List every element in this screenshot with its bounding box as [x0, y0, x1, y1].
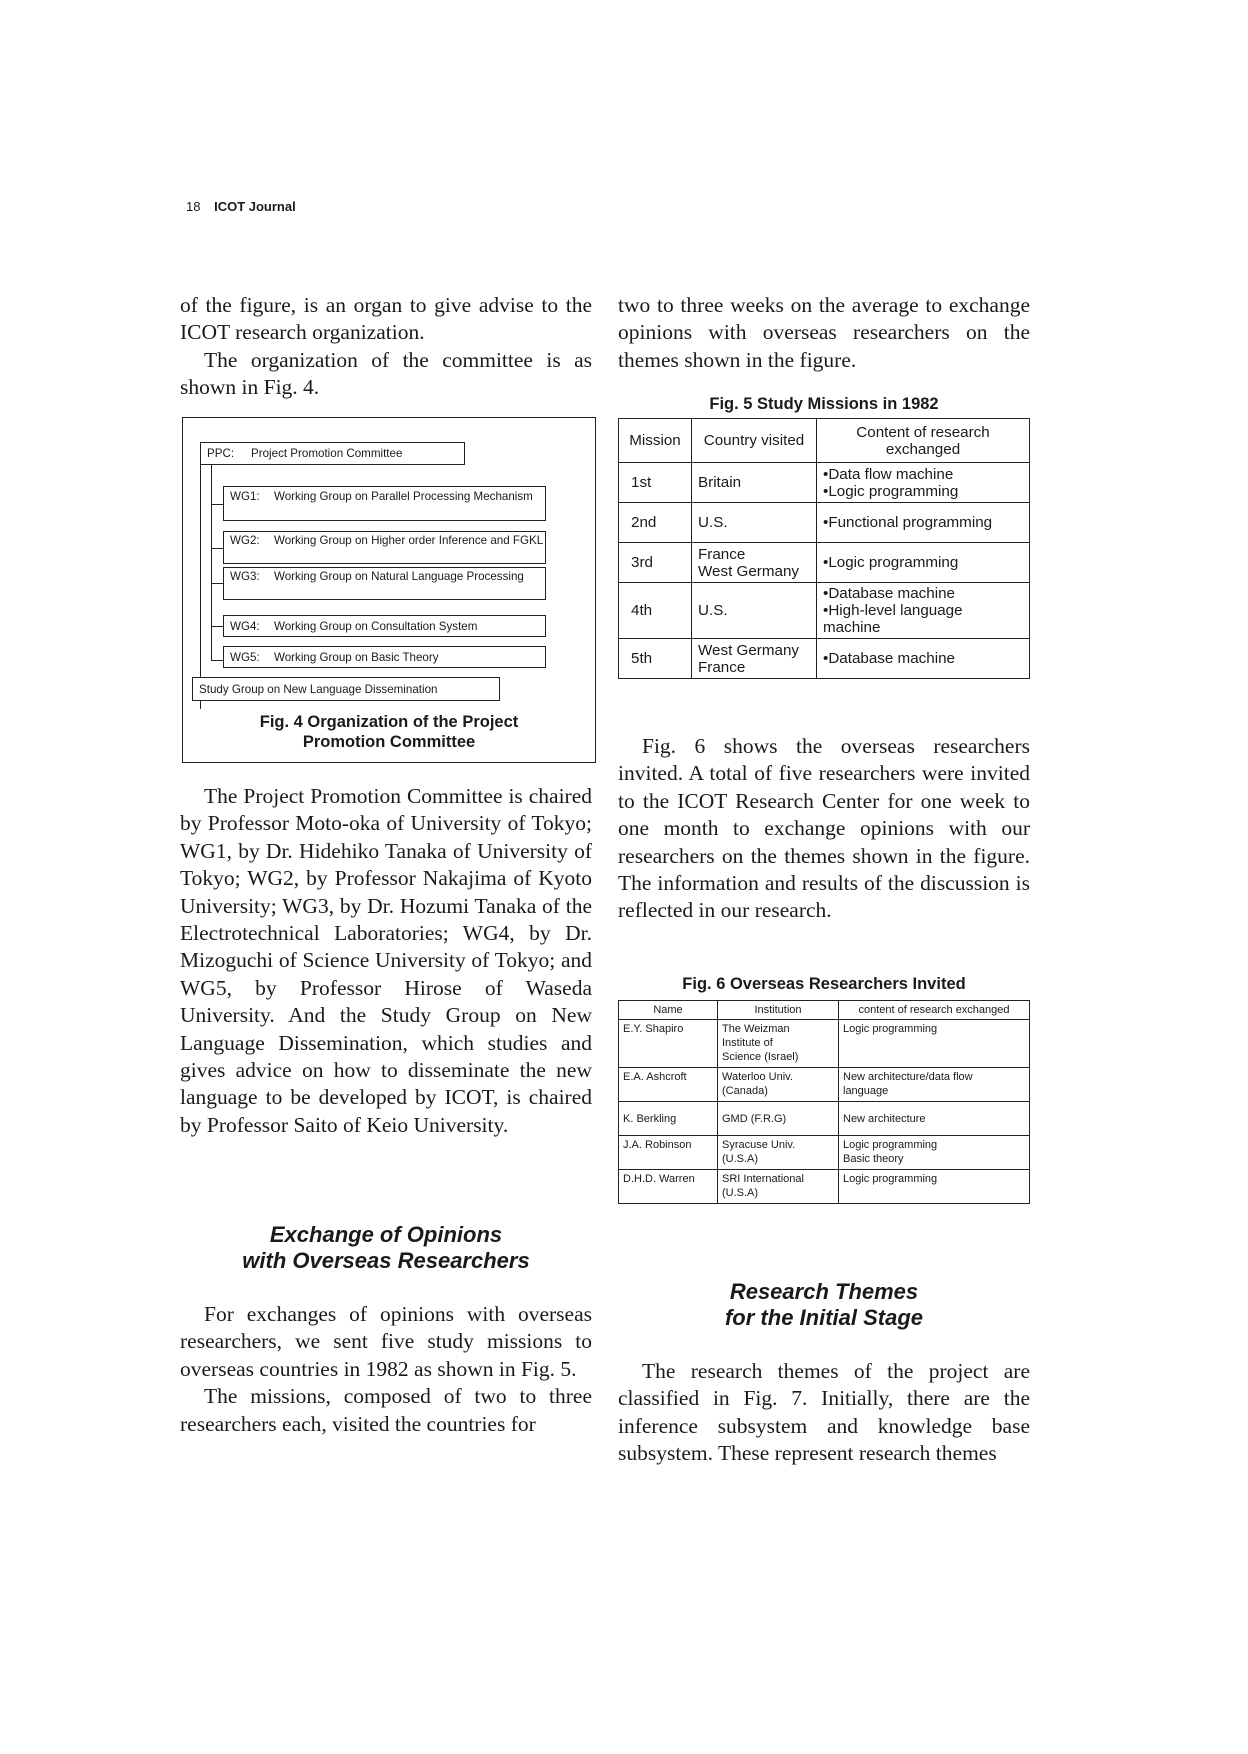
left-column — [180, 292, 592, 402]
wg3-box — [223, 567, 546, 600]
country-name: U.S. — [698, 602, 728, 619]
box-code: PPC: — [207, 447, 235, 460]
institution-cell — [718, 1136, 839, 1170]
box-code: WG3: — [230, 570, 260, 583]
content-cell — [839, 1170, 1030, 1204]
page-number: 18 — [186, 199, 201, 214]
institution-line: The Weizman — [722, 1023, 790, 1035]
column-header: content of research exchanged — [839, 1001, 1030, 1020]
content-item: • Logic programming — [823, 554, 1023, 571]
table-row — [619, 639, 1030, 679]
researcher-name: E.A. Ashcroft — [619, 1068, 718, 1102]
institution-cell — [718, 1068, 839, 1102]
heading-line: for the Initial Stage — [724, 1305, 924, 1330]
content-item: • Database machine — [823, 650, 1023, 667]
connector-line — [211, 626, 223, 627]
mission-cell: 2nd — [619, 503, 692, 543]
country-name: Britain — [698, 474, 742, 491]
content-line: Logic programming — [843, 1023, 938, 1035]
content-item: • High-level language machine — [823, 602, 1023, 636]
figure-4-org-chart — [182, 417, 596, 763]
content-cell — [817, 583, 1030, 639]
figure-4-caption — [183, 712, 595, 752]
institution-line: GMD (F.R.G) — [722, 1112, 787, 1125]
connector-line — [211, 548, 223, 549]
researcher-name: K. Berkling — [619, 1102, 718, 1136]
content-item: • Data flow machine — [823, 466, 1023, 483]
country-name: U.S. — [698, 514, 728, 531]
content-item: • Logic programming — [823, 483, 1023, 500]
box-label: Working Group on Consultation System — [274, 619, 478, 633]
paragraph: of the figure, is an organ to give advise to the ICOT research organization. — [180, 293, 592, 345]
box-label: Working Group on Parallel Processing Mechanism — [274, 490, 533, 503]
table-row — [619, 463, 1030, 503]
institution-line: Institute of — [722, 1037, 773, 1049]
section-heading — [618, 1279, 1030, 1331]
country-name: West Germany — [698, 562, 799, 580]
box-label: Working Group on Natural Language Processing — [274, 570, 524, 583]
content-cell — [817, 463, 1030, 503]
country-cell — [692, 463, 817, 503]
mission-cell: 1st — [619, 463, 692, 503]
running-head — [186, 199, 296, 214]
paragraph: two to three weeks on the average to exchange opinions with overseas researchers on the themes shown in the figure. — [618, 293, 1030, 372]
box-label: Working Group on Higher order Inference and FGKL — [274, 534, 544, 547]
table-row — [619, 503, 1030, 543]
paragraph: Fig. 6 shows the overseas researchers invited. A total of five researchers were invited to the ICOT Research Center for one week to one month to exchange opinions with our researchers on the themes shown in the figure. The information and results of the discussion is reflected in our research. — [618, 734, 1030, 923]
table-row — [619, 1170, 1030, 1204]
institution-line: SRI International — [722, 1173, 804, 1185]
wg2-box — [223, 531, 546, 564]
content-cell — [839, 1136, 1030, 1170]
connector-line — [211, 583, 223, 584]
researcher-name: E.Y. Shapiro — [619, 1020, 718, 1068]
journal-name: ICOT Journal — [214, 199, 296, 214]
content-line: New architecture — [843, 1112, 926, 1125]
content-line: Logic programming — [843, 1173, 938, 1185]
table-row — [619, 583, 1030, 639]
content-item: • Database machine — [823, 585, 1023, 602]
connector-line — [211, 660, 223, 661]
country-name: West Germany — [698, 641, 799, 659]
ppc-box — [200, 442, 465, 465]
paragraph: The missions, composed of two to three researchers each, visited the countries for — [180, 1384, 592, 1436]
box-code: WG1: — [230, 490, 260, 503]
institution-cell — [718, 1020, 839, 1068]
content-cell — [839, 1020, 1030, 1068]
content-cell — [839, 1102, 1030, 1136]
content-line: language — [843, 1085, 889, 1097]
wg1-box — [223, 486, 546, 521]
content-cell — [817, 503, 1030, 543]
caption-line: Promotion Committee — [302, 733, 476, 751]
country-cell — [692, 639, 817, 679]
column-header: Mission — [619, 419, 692, 463]
right-column — [618, 292, 1030, 374]
box-code: WG2: — [230, 534, 260, 547]
right-column-body — [618, 733, 1030, 925]
column-header: Name — [619, 1001, 718, 1020]
study-group-box — [192, 677, 500, 701]
box-label: Project Promotion Committee — [251, 447, 403, 460]
institution-cell — [718, 1102, 839, 1136]
wg5-box — [223, 646, 546, 668]
connector-line — [200, 461, 201, 709]
paragraph: For exchanges of opinions with overseas researchers, we sent five study missions to overseas countries in 1982 as shown in Fig. 5. — [180, 1302, 592, 1381]
institution-line: Science (Israel) — [722, 1051, 799, 1063]
heading-line: Exchange of Opinions — [269, 1222, 503, 1247]
section-heading — [180, 1222, 592, 1274]
connector-line — [211, 504, 223, 505]
country-name: France — [698, 658, 746, 676]
right-column-body — [618, 1358, 1030, 1468]
content-line: Basic theory — [843, 1153, 904, 1165]
institution-cell — [718, 1170, 839, 1204]
box-code: WG5: — [230, 650, 260, 664]
researcher-name: D.H.D. Warren — [619, 1170, 718, 1204]
box-code: WG4: — [230, 619, 260, 633]
content-line: New architecture/data flow — [843, 1071, 973, 1083]
institution-line: Syracuse Univ. — [722, 1139, 796, 1151]
figure-5-title: Fig. 5 Study Missions in 1982 — [709, 395, 939, 413]
figure-5 — [618, 395, 1030, 679]
paragraph: The organization of the committee is as shown in Fig. 4. — [180, 347, 592, 400]
table-row — [619, 1136, 1030, 1170]
box-label: Study Group on New Language Dissemination — [199, 682, 438, 696]
institution-line: (Canada) — [722, 1085, 768, 1097]
column-header: Country visited — [692, 419, 817, 463]
institution-line: Waterloo Univ. — [722, 1071, 793, 1083]
caption-line: Fig. 4 Organization of the Project — [259, 713, 519, 731]
country-name: France — [698, 545, 746, 563]
study-missions-table — [618, 418, 1030, 679]
institution-line: (U.S.A) — [722, 1153, 759, 1165]
mission-cell: 4th — [619, 583, 692, 639]
researcher-name: J.A. Robinson — [619, 1136, 718, 1170]
connector-line — [211, 461, 212, 661]
mission-cell: 3rd — [619, 543, 692, 583]
country-cell — [692, 503, 817, 543]
box-label: Working Group on Basic Theory — [274, 650, 439, 664]
paragraph: The Project Promotion Committee is chaired by Professor Moto-oka of University of Tokyo; WG1, by Dr. Hidehiko Tanaka of University of Tokyo; WG2, by Professor Nakajima of Kyoto University; WG3, by Dr. Hozumi Tanaka of the Electrotechnical Laboratories; WG4, by Dr. Mizoguchi of Science University of Tokyo; and WG5, by Professor Hirose of Waseda University. And the Study Group on New Language Dissemination, which studies and gives advice on how to disseminate the new language to be developed by ICOT, is chaired by Professor Saito of Keio University. — [180, 784, 592, 1137]
table-row — [619, 1102, 1030, 1136]
heading-line: Research Themes — [729, 1279, 919, 1304]
column-header: Institution — [718, 1001, 839, 1020]
content-cell — [817, 543, 1030, 583]
left-column-body — [180, 1301, 592, 1438]
mission-cell: 5th — [619, 639, 692, 679]
table-row — [619, 543, 1030, 583]
content-item: • Functional programming — [823, 514, 1023, 531]
left-column-body — [180, 783, 592, 1139]
table-row — [619, 1068, 1030, 1102]
content-cell — [817, 639, 1030, 679]
figure-6-title: Fig. 6 Overseas Researchers Invited — [682, 975, 966, 993]
column-header: Content of research exchanged — [817, 419, 1030, 463]
table-row — [619, 1020, 1030, 1068]
institution-line: (U.S.A) — [722, 1187, 759, 1199]
figure-6 — [618, 975, 1030, 1204]
wg4-box — [223, 615, 546, 637]
country-cell — [692, 583, 817, 639]
paragraph: The research themes of the project are classified in Fig. 7. Initially, there are the inference subsystem and knowledge base subsystem. These represent research themes — [618, 1359, 1030, 1466]
content-line: Logic programming — [843, 1139, 938, 1151]
researchers-table — [618, 1000, 1030, 1204]
country-cell — [692, 543, 817, 583]
heading-line: with Overseas Researchers — [242, 1248, 530, 1273]
content-cell — [839, 1068, 1030, 1102]
